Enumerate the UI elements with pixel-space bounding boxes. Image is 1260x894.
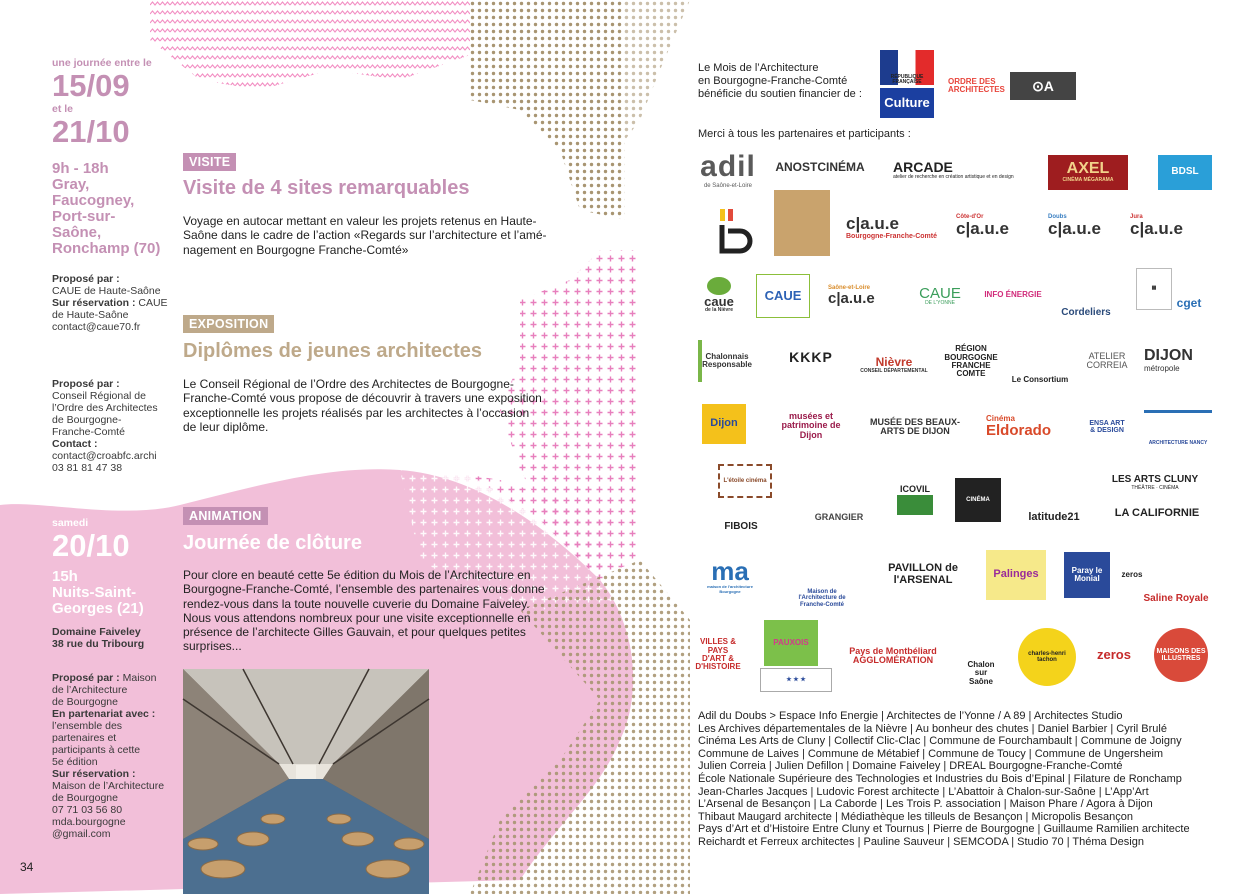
partner-line: Cinéma Les Arts de Cluny | Collectif Clic-Clac | Commune de Fourchambault | Commune de Joigny xyxy=(698,735,1182,748)
partner-line: Les Archives départementales de la Nièvre | Au bonheur des chutes | Daniel Barbier | Cyril Brulé xyxy=(698,722,1167,735)
logo-icovil: ICOVIL xyxy=(892,478,938,522)
animation-text-line: Nous vous attendons nombreux pour une visite exceptionnelle en xyxy=(183,610,531,625)
visite-text-line: nagement en Bourgogne Franche-Comté» xyxy=(183,242,409,257)
logo-caue-70: CAUE xyxy=(756,274,810,318)
session1-city-5: Ronchamp (70) xyxy=(52,240,161,257)
animation-title: Journée de clôture xyxy=(183,532,362,554)
expo-sidebar xyxy=(52,378,172,474)
session1-block xyxy=(52,57,172,257)
logo-cinema-strip: CINÉMA xyxy=(955,478,1001,522)
expo-text-line: exceptionnelle les projets réalisés par les architectes à l’occasion xyxy=(183,405,530,420)
partner-list xyxy=(698,710,1198,849)
logo-caue-25: Doubs c|a.u.e xyxy=(1048,213,1101,239)
logo-oa-mark: ⊙A xyxy=(1010,72,1076,100)
cuverie-photo xyxy=(183,669,429,894)
partner-line: Jean-Charles Jacques | Ludovic Forest architecte | L’Abattoir à Chalon-sur-Saône | L’App’Art xyxy=(698,785,1149,798)
logo-prefet: ▦ xyxy=(1136,268,1172,310)
session2-city-2: Georges (21) xyxy=(52,600,144,617)
logo-musees-dijon: musées et patrimoine de Dijon xyxy=(781,410,841,440)
visite-side-3: Sur réservation : xyxy=(52,297,136,309)
expo-side-6: Contact : xyxy=(52,438,98,450)
anim-side-6: partenaires et xyxy=(52,732,117,744)
expo-side-5: Franche-Comté xyxy=(52,426,125,438)
logo-chalon-sur-saone: Chalon sur Saône xyxy=(967,659,995,686)
visite-side-4: de Haute-Saône xyxy=(52,309,129,321)
session1-hours: 9h - 18h xyxy=(52,160,109,177)
anim-side-8: 5e édition xyxy=(52,756,98,768)
animation-sidebar xyxy=(52,672,172,840)
session2-block xyxy=(52,517,172,650)
visite-side-1: Proposé par : xyxy=(52,273,120,285)
logo-archi-nancy: ARCHITECTURE NANCY xyxy=(1144,410,1212,446)
logo-charles-henri-tachon: charles-henri tachon xyxy=(1018,628,1076,686)
logo-eu-region: ★ ★ ★ xyxy=(760,668,832,692)
logo-musee-beaux-arts: MUSÉE DES BEAUX-ARTS DE DIJON xyxy=(869,416,960,436)
logo-arts-cluny: LES ARTS CLUNY THÉÂTRE · CINÉMA xyxy=(1111,474,1199,491)
visite-contact-link[interactable]: contact@caue70.fr xyxy=(52,321,141,333)
logo-la-californie: LA CALIFORNIE xyxy=(1114,507,1200,520)
anim-side-7: participants à cette xyxy=(52,744,141,756)
thanks-heading: Merci à tous les partenaires et participants : xyxy=(698,128,911,140)
session2-venue-2: 38 rue du Tribourg xyxy=(52,638,145,650)
support-line: bénéficie du soutien financier de : xyxy=(698,88,862,100)
session1-city-3: Port-sur- xyxy=(52,208,116,225)
partner-line: Thibaut Maugard architecte | Médiathèque les tilleuls de Besançon | Micropolis Besançon xyxy=(698,810,1133,823)
anim-side-9: Sur réservation : xyxy=(52,768,136,780)
anim-phone: 07 71 03 56 80 xyxy=(52,804,123,816)
logo-arcade: ARCADE atelier de recherche en création artistique et en design xyxy=(893,159,1014,180)
anim-side-10: Maison de l’Architecture xyxy=(52,780,165,792)
expo-text xyxy=(183,377,566,434)
visite-text-line: Voyage en autocar mettant en valeur les projets retenus en Haute- xyxy=(183,214,537,228)
logo-adil: adil de Saône-et-Loire xyxy=(700,150,756,189)
session1-date2: 21/10 xyxy=(52,114,130,149)
logo-pauxois: PAUXOIS xyxy=(764,620,818,666)
session1-kicker: une journée entre le xyxy=(52,57,152,69)
anim-side-4: En partenariat avec : xyxy=(52,708,156,720)
support-text xyxy=(698,62,862,101)
logo-saline-royale: Saline Royale xyxy=(1143,592,1209,604)
logo-etoile-cinema: L'étoile cinéma xyxy=(718,464,772,498)
partner-line: Pays d’Art et d’Histoire Entre Cluny et Tournus | Pierre de Bourgogne | Guillaume Ramilien architecte xyxy=(698,823,1190,836)
visite-title: Visite de 4 sites remarquables xyxy=(183,177,470,199)
logo-village-photo xyxy=(774,190,830,256)
session2-city-1: Nuits-Saint- xyxy=(52,584,137,601)
visite-tag: VISITE xyxy=(183,153,236,171)
logo-caue-58: caue de la Nièvre xyxy=(698,270,740,320)
session2-hours: 15h xyxy=(52,568,78,585)
expo-tag: EXPOSITION xyxy=(183,315,274,333)
expo-text-line: de leur diplôme. xyxy=(183,419,269,434)
visite-side-2: CAUE de Haute-Saône xyxy=(52,285,161,297)
expo-phone: 03 81 81 47 38 xyxy=(52,462,123,474)
logo-caue-ur: c|a.u.e Bourgogne-Franche-Comté xyxy=(846,214,937,241)
anim-side-3: de Bourgogne xyxy=(52,696,118,708)
logo-axel: AXEL CINÉMA MÉGARAMA xyxy=(1048,155,1128,190)
partner-line: Commune de Laives | Commune de Métabief | Commune de Toucy | Commune de Ungersheim xyxy=(698,747,1164,760)
logo-ensa-dijon: ENSA ART & DESIGN xyxy=(1089,419,1125,434)
logo-maisons-illustres: MAISONS DES ILLUSTRES xyxy=(1154,628,1208,682)
logo-dijon: Dijon xyxy=(702,404,746,444)
visite-side-3b: CAUE xyxy=(135,297,168,309)
anim-side-1: Proposé par : xyxy=(52,672,120,684)
logo-republique-francaise: RÉPUBLIQUE FRANÇAISE xyxy=(880,50,934,85)
logo-villes-pays-art-histoire: VILLES & PAYS D'ART & D'HISTOIRE xyxy=(695,637,741,672)
expo-text-line: Le Conseil Régional de l’Ordre des Architectes de Bourgogne- xyxy=(183,377,514,391)
logo-info-energie: INFO ÉNERGIE xyxy=(984,289,1042,299)
logo-bdsl: BDSL xyxy=(1158,155,1212,190)
logo-grangier: GRANGIER xyxy=(814,511,864,522)
visite-text-line: Saône dans le cadre de l’action «Regards sur l’architecture et l’amé- xyxy=(183,228,547,243)
anim-side-11: de Bourgogne xyxy=(52,792,118,804)
logo-kkkp: KKKP xyxy=(789,348,833,365)
logo-cinema-eldorado: Cinéma Eldorado xyxy=(986,413,1052,440)
logo-consortium: Le Consortium xyxy=(1011,374,1069,384)
expo-contact-link[interactable]: contact@croabfc.archi xyxy=(52,450,157,462)
logo-atelier-correia: ATELIER CORREIA xyxy=(1086,350,1128,370)
logo-cget: cget xyxy=(1176,295,1202,310)
logo-nievre: Nièvre CONSEIL DÉPARTEMENTAL xyxy=(860,355,928,374)
logo-zeros-small: zeros xyxy=(1121,569,1143,579)
logo-b-mark xyxy=(714,205,754,255)
logo-montbeliard: Pays de Montbéliard AGGLOMÉRATION xyxy=(849,645,937,665)
logo-paray-le-monial: Paray le Monial xyxy=(1064,552,1110,598)
visite-sidebar xyxy=(52,273,172,333)
session1-date1: 15/09 xyxy=(52,68,130,103)
page-number: 34 xyxy=(20,860,34,874)
anim-side-1b: Maison xyxy=(119,672,157,684)
partner-line: Julien Correia | Julien Defillon | Domaine Faiveley | DREAL Bourgogne-Franche-Comté xyxy=(698,760,1123,773)
support-line: Le Mois de l’Architecture xyxy=(698,62,819,74)
logo-latitude21: latitude21 xyxy=(1028,511,1080,524)
animation-text xyxy=(183,568,563,654)
expo-side-3: l’Ordre des Architectes xyxy=(52,402,158,414)
logo-pavillon-arsenal: PAVILLON de l'ARSENAL xyxy=(888,562,958,586)
partner-line: École Nationale Supérieure des Technologies et Industries du Bois d’Epinal | Filature de Ronchamp xyxy=(698,772,1182,785)
expo-text-line: Franche-Comté vous propose de découvrir à travers une exposition xyxy=(183,391,542,406)
logo-cordeliers: Cordeliers xyxy=(1061,306,1111,318)
session1-city-4: Saône, xyxy=(52,224,102,241)
logo-chalonnais-responsable: Chalonnais Responsable xyxy=(698,340,752,382)
partner-line: Reichardt et Ferreux architectes | Pauline Sauveur | SEMCODA | Studio 70 | Théma Design xyxy=(698,835,1144,848)
animation-text-line: Bourgogne-Franche-Comté, l’ensemble des partenaires vous donne xyxy=(183,582,545,597)
session2-kicker: samedi xyxy=(52,517,89,529)
animation-tag: ANIMATION xyxy=(183,507,268,525)
session1-et-le: et le xyxy=(52,103,74,115)
animation-text-line: rendez-vous dans la toute nouvelle cuverie du Domaine Faiveley. xyxy=(183,596,530,611)
expo-side-4: de Bourgogne- xyxy=(52,414,122,426)
logo-caue-39: Jura c|a.u.e xyxy=(1130,213,1183,239)
anim-email-1[interactable]: mda.bourgogne xyxy=(52,816,126,828)
logo-fibois: FIBOIS xyxy=(724,520,758,532)
session2-date: 20/10 xyxy=(52,528,130,563)
expo-title: Diplômes de jeunes architectes xyxy=(183,340,483,362)
anim-email-2[interactable]: @gmail.com xyxy=(52,828,111,840)
session1-city-1: Gray, xyxy=(52,176,90,193)
logo-zeros: zeros xyxy=(1097,647,1131,663)
logo-culture: Culture xyxy=(880,88,934,118)
logo-dijon-metropole: DIJON métropole xyxy=(1144,347,1193,374)
logo-anost-cinema: ANOSTCINÉMA xyxy=(775,159,865,174)
partner-line: Adil du Doubs > Espace Info Energie | Architectes de l’Yonne / A 89 | Architectes Studio xyxy=(698,710,1123,722)
animation-text-line: surprises... xyxy=(183,639,242,654)
logo-caue-21: Côte-d'Or c|a.u.e xyxy=(956,213,1009,239)
session1-city-2: Faucogney, xyxy=(52,192,135,209)
support-line: en Bourgogne-Franche-Comté xyxy=(698,75,848,87)
logo-caue-89: CAUE DE L'YONNE xyxy=(919,284,961,307)
animation-text-line: présence de l’architecte Gilles Gauvain, et pour quelques petites xyxy=(183,625,526,640)
session2-venue-1: Domaine Faiveley xyxy=(52,626,141,638)
logo-caue-71: Saône-et-Loire c|a.u.e xyxy=(828,284,875,308)
partner-line: L’Arsenal de Besançon | La Caborde | Les Trois P. association | Maison Phare / Agora à Dijon xyxy=(698,798,1153,811)
visite-text xyxy=(183,214,566,257)
logo-region-bfc: RÉGION BOURGOGNE FRANCHE COMTE xyxy=(944,344,998,379)
expo-side-1: Proposé par : xyxy=(52,378,120,390)
expo-side-2: Conseil Régional de xyxy=(52,390,146,402)
logo-palinges: Palinges xyxy=(986,550,1046,600)
logo-maison-archi-fc: Maison de l'Architecture de Franche-Comté xyxy=(798,589,846,608)
logo-ma-bourgogne: ma maison de l'architecture Bourgogne xyxy=(707,556,753,594)
anim-side-2: de l’Architecture xyxy=(52,684,128,696)
logo-ordre-architectes: ORDRE DES ARCHITECTES xyxy=(948,76,1005,94)
animation-text-line: Pour clore en beauté cette 5e édition du Mois de l’Architecture en xyxy=(183,568,531,582)
anim-side-5: l’ensemble des xyxy=(52,720,123,732)
